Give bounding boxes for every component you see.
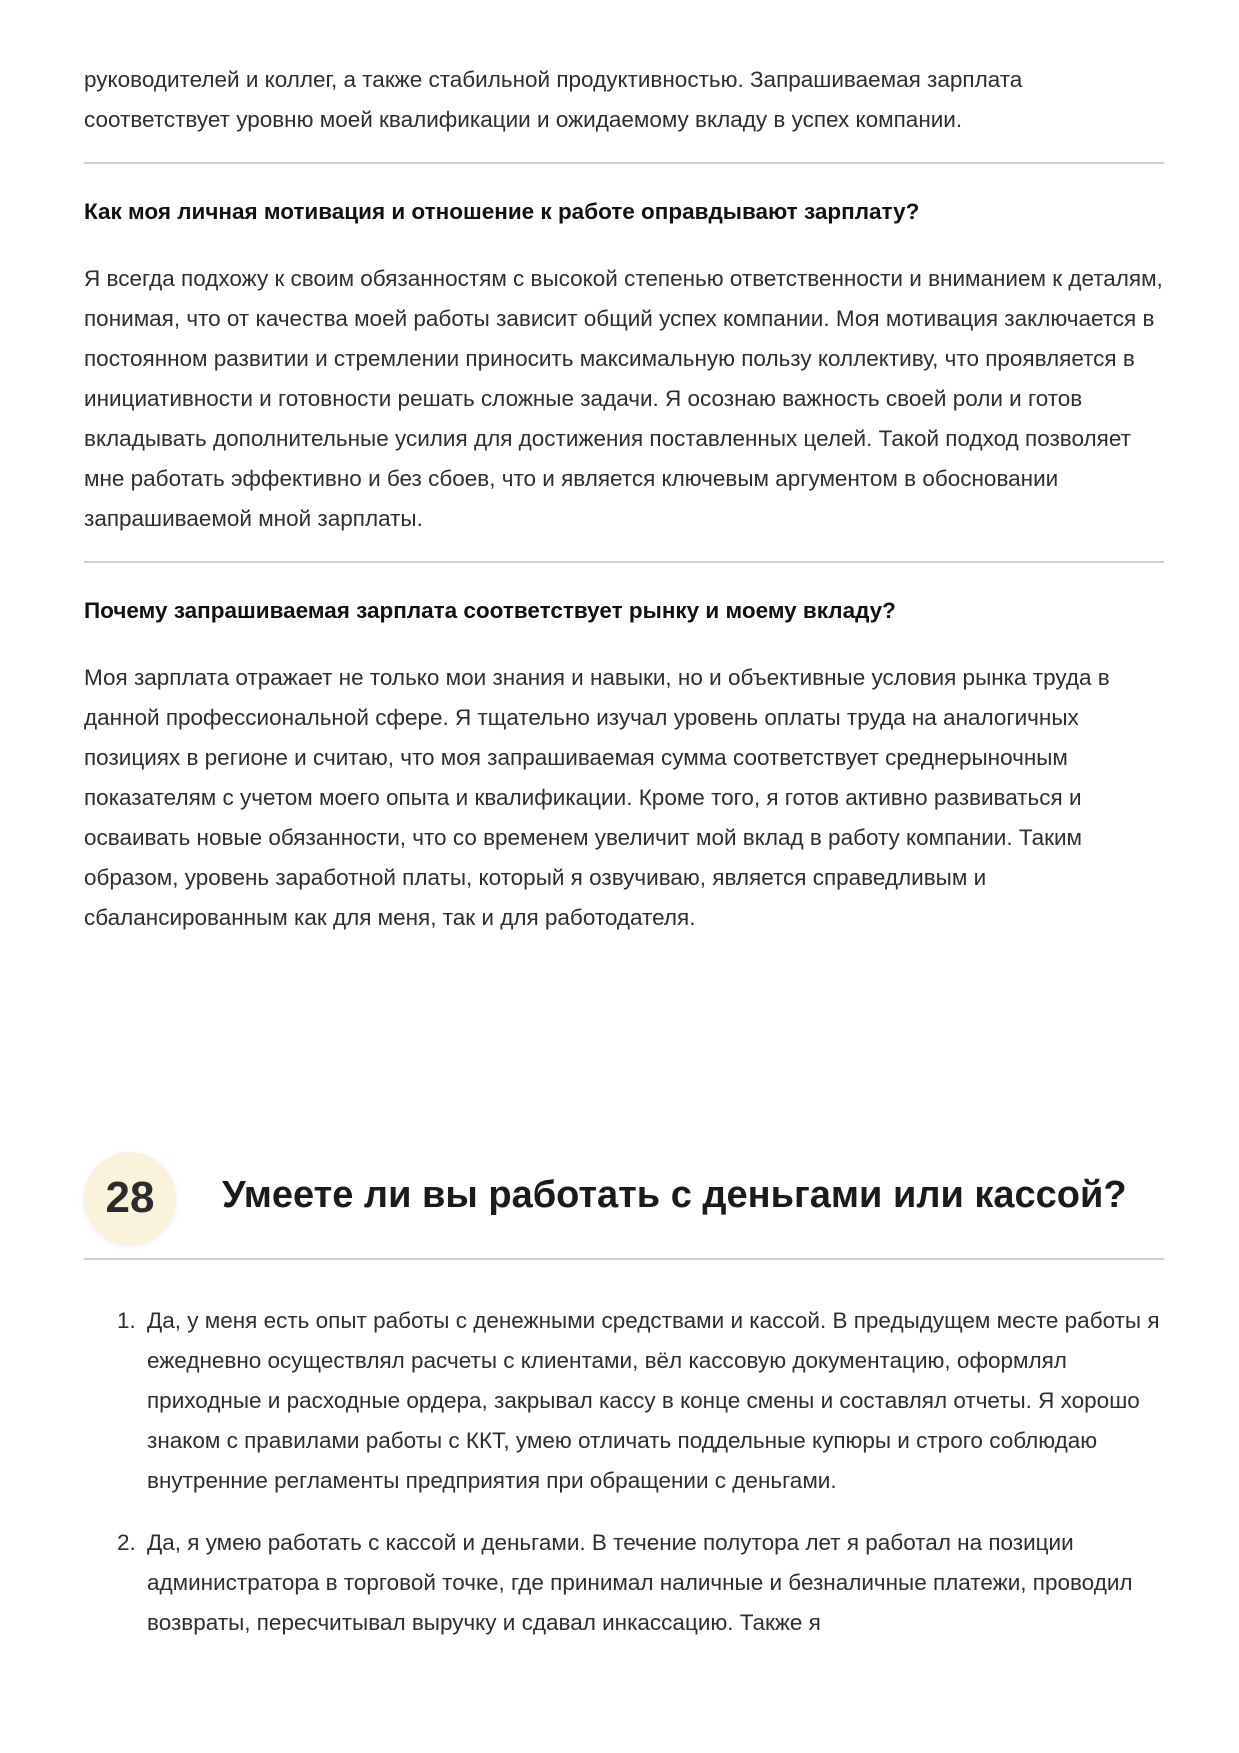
document-page	[84, 0, 1164, 1635]
divider	[84, 1258, 1164, 1260]
list-item-text: Да, у меня есть опыт работы с денежными средствами и кассой. В предыдущем месте работы я ежедневно осуществлял расчеты с клиентами, вёл кассовую документацию, оформлял приходные и расходные ордера, закрывал кассу в конце смены и составлял отчеты. Я хорошо знаком с правилами работы с ККТ, умею отличать поддельные купюры и строго соблюдаю внутренние регламенты предприятия при обращении с деньгами.	[147, 1308, 1160, 1493]
list-item-text: Да, я умею работать с кассой и деньгами. В течение полутора лет я работал на позиции администратора в торговой точке, где принимал наличные и безналичные платежи, проводил возвраты, пересчитывал выручку и сдавал инкассацию. Также я	[147, 1530, 1133, 1635]
list-item-number: 2.	[117, 1530, 136, 1555]
subheading-market: Почему запрашиваемая зарплата соответствует рынку и моему вкладу?	[84, 598, 896, 623]
motivation-paragraph: Я всегда подхожу к своим обязанностям с высокой степенью ответственности и вниманием к деталям, понимая, что от качества моей работы зависит общий успех компании. Моя мотивация заключается в постоянном развитии и стремлении приносить максимальную пользу коллективу, что проявляется в инициативности и готовности решать сложные задачи. Я осознаю важность своей роли и готов вкладывать дополнительные усилия для достижения поставленных целей. Такой подход позволяет мне работать эффективно и без сбоев, что и является ключевым аргументом в обосновании запрашиваемой мной зарплаты.	[84, 266, 1163, 531]
question-number-badge: 28	[84, 1152, 176, 1244]
divider	[84, 561, 1164, 563]
list-item	[84, 1301, 1164, 1501]
subheading-motivation: Как моя личная мотивация и отношение к работе оправдывают зарплату?	[84, 199, 920, 224]
answer-list	[84, 1301, 1164, 1665]
question-header	[84, 1150, 1164, 1250]
divider	[84, 162, 1164, 164]
list-item	[84, 1523, 1164, 1643]
intro-paragraph: руководителей и коллег, а также стабильной продуктивностью. Запрашиваемая зарплата соответствует уровню моей квалификации и ожидаемому вкладу в успех компании.	[84, 67, 1023, 132]
list-item-number: 1.	[117, 1308, 136, 1333]
market-paragraph: Моя зарплата отражает не только мои знания и навыки, но и объективные условия рынка труда в данной профессиональной сфере. Я тщательно изучал уровень оплаты труда на аналогичных позициях в регионе и считаю, что моя запрашиваемая сумма соответствует среднерыночным показателям с учетом моего опыта и квалификации. Кроме того, я готов активно развиваться и осваивать новые обязанности, что со временем увеличит мой вклад в работу компании. Таким образом, уровень заработной платы, который я озвучиваю, является справедливым и сбалансированным как для меня, так и для работодателя.	[84, 665, 1110, 930]
question-title: Умеете ли вы работать с деньгами или кассой?	[222, 1174, 1127, 1216]
